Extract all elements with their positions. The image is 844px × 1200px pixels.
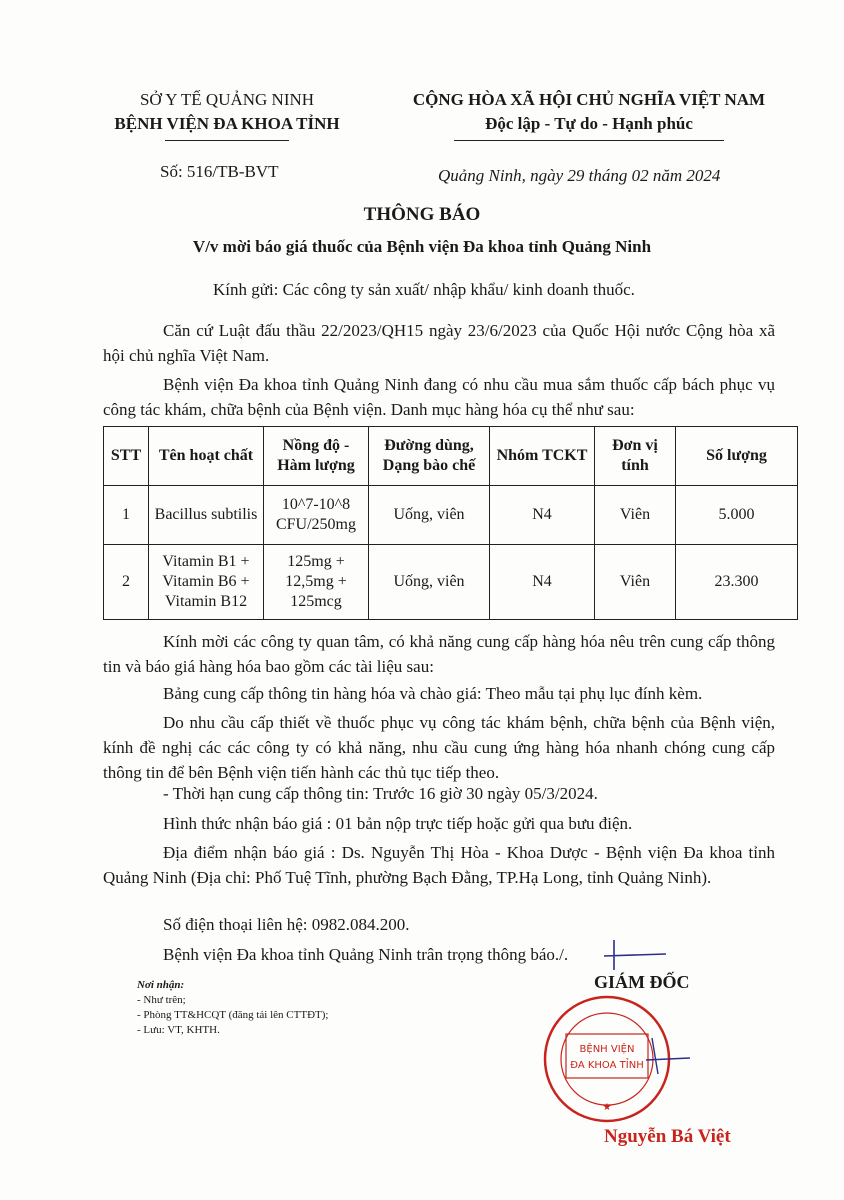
signer-title: GIÁM ĐỐC bbox=[594, 972, 690, 992]
paragraph-invitation bbox=[103, 629, 775, 679]
document-date: Quảng Ninh, ngày 29 tháng 02 năm 2024 bbox=[438, 166, 721, 185]
seal-star: ★ bbox=[602, 1102, 612, 1113]
paragraph-deadline bbox=[103, 781, 775, 806]
col-header-group: Nhóm TCKT bbox=[490, 427, 595, 486]
paragraph-urgency bbox=[103, 710, 775, 785]
col-header-quantity: Số lượng bbox=[676, 427, 798, 486]
national-heading bbox=[370, 88, 808, 141]
paragraph-location bbox=[103, 840, 775, 890]
paragraph-text: Bệnh viện Đa khoa tỉnh Quảng Ninh trân trọng thông báo./. bbox=[163, 945, 569, 964]
seal-text-line2: ĐA KHOA TỈNH bbox=[570, 1060, 644, 1071]
cell-group: N4 bbox=[490, 545, 595, 620]
signature-mark-icon bbox=[644, 1030, 694, 1080]
issuer-block bbox=[92, 88, 362, 141]
paragraph-text: - Thời hạn cung cấp thông tin: Trước 16 giờ 30 ngày 05/3/2024. bbox=[163, 784, 598, 803]
cell-quantity: 23.300 bbox=[676, 545, 798, 620]
salutation: Kính gửi: Các công ty sản xuất/ nhập khẩu/ kinh doanh thuốc. bbox=[213, 280, 635, 299]
paragraph-need bbox=[103, 372, 775, 422]
cell-unit: Viên bbox=[595, 545, 676, 620]
cell-stt: 2 bbox=[104, 545, 149, 620]
seal-text-line1: BỆNH VIỆN bbox=[579, 1044, 635, 1055]
paragraph-text: Do nhu cầu cấp thiết về thuốc phục vụ công tác khám bệnh, chữa bệnh của Bệnh viện, kính đề nghị các các công ty có khả năng, nhu cầu cung ứng hàng hóa nhanh chóng cung cấp thông tin để bên Bệnh viện tiến hành các thủ tục tiếp theo. bbox=[103, 713, 775, 782]
hospital-name: BỆNH VIỆN ĐA KHOA TỈNH bbox=[114, 114, 340, 133]
table-row bbox=[104, 486, 798, 545]
cell-route: Uống, viên bbox=[369, 545, 490, 620]
cell-unit: Viên bbox=[595, 486, 676, 545]
paragraph-legal-basis bbox=[103, 318, 775, 368]
col-header-unit: Đơn vị tính bbox=[595, 427, 676, 486]
cell-route: Uống, viên bbox=[369, 486, 490, 545]
cell-concentration: 125mg + 12,5mg + 125mcg bbox=[264, 545, 369, 620]
cell-ingredient: Bacillus subtilis bbox=[149, 486, 264, 545]
recipients-block bbox=[137, 978, 328, 1038]
document-title: THÔNG BÁO bbox=[363, 204, 481, 225]
paragraph-text: Kính mời các công ty quan tâm, có khả năng cung cấp hàng hóa nêu trên cung cấp thông tin và báo giá hàng hóa bao gồm các tài liệu sau: bbox=[103, 632, 775, 676]
cell-group: N4 bbox=[490, 486, 595, 545]
col-header-concentration: Nồng độ - Hàm lượng bbox=[264, 427, 369, 486]
recipient-item: - Lưu: VT, KHTH. bbox=[137, 1024, 220, 1036]
document-number: Số: 516/TB-BVT bbox=[160, 162, 279, 181]
paragraph-text: Bảng cung cấp thông tin hàng hóa và chào giá: Theo mẫu tại phụ lục đính kèm. bbox=[163, 684, 703, 703]
table-row bbox=[104, 545, 798, 620]
cell-stt: 1 bbox=[104, 486, 149, 545]
col-header-ingredient: Tên hoạt chất bbox=[149, 427, 264, 486]
paragraph-phone bbox=[103, 912, 775, 937]
recipient-item: - Như trên; bbox=[137, 994, 186, 1006]
col-header-route: Đường dùng, Dạng bào chế bbox=[369, 427, 490, 486]
col-header-stt: STT bbox=[104, 427, 149, 486]
recipient-item: - Phòng TT&HCQT (đăng tải lên CTTĐT); bbox=[137, 1009, 329, 1021]
cell-ingredient: Vitamin B1 + Vitamin B6 + Vitamin B12 bbox=[149, 545, 264, 620]
paragraph-method bbox=[103, 811, 775, 836]
signer-name: Nguyễn Bá Việt bbox=[604, 1126, 731, 1147]
paragraph-closing bbox=[103, 942, 775, 967]
table-header-row bbox=[104, 427, 798, 486]
motto-underline bbox=[454, 140, 724, 141]
paragraph-form bbox=[103, 681, 775, 706]
paragraph-text: Bệnh viện Đa khoa tỉnh Quảng Ninh đang có nhu cầu mua sắm thuốc cấp bách phục vụ công tác khám, chữa bệnh của Bệnh viện. Danh mục hàng hóa cụ thể như sau: bbox=[103, 375, 775, 419]
document-subject: V/v mời báo giá thuốc của Bệnh viện Đa khoa tỉnh Quảng Ninh bbox=[192, 237, 652, 256]
nation-name: CỘNG HÒA XÃ HỘI CHỦ NGHĨA VIỆT NAM bbox=[412, 90, 766, 109]
initial-mark-icon bbox=[600, 936, 670, 976]
paragraph-text: Số điện thoại liên hệ: 0982.084.200. bbox=[163, 915, 410, 934]
motto: Độc lập - Tự do - Hạnh phúc bbox=[485, 114, 693, 133]
recipients-heading: Nơi nhận: bbox=[137, 979, 185, 991]
drug-list-table bbox=[103, 426, 798, 620]
issuer-underline bbox=[165, 140, 289, 141]
paragraph-text: Hình thức nhận báo giá : 01 bản nộp trực tiếp hoặc gửi qua bưu điện. bbox=[163, 814, 633, 833]
cell-concentration: 10^7-10^8 CFU/250mg bbox=[264, 486, 369, 545]
paragraph-text: Địa điểm nhận báo giá : Ds. Nguyễn Thị Hòa - Khoa Dược - Bệnh viện Đa khoa tỉnh Quảng Ninh (Địa chỉ: Phố Tuệ Tĩnh, phường Bạch Đằng, TP.Hạ Long, tỉnh Quảng Ninh). bbox=[103, 843, 775, 887]
cell-quantity: 5.000 bbox=[676, 486, 798, 545]
agency-name: SỞ Y TẾ QUẢNG NINH bbox=[139, 90, 315, 109]
paragraph-text: Căn cứ Luật đấu thầu 22/2023/QH15 ngày 23/6/2023 của Quốc Hội nước Cộng hòa xã hội chủ nghĩa Việt Nam. bbox=[103, 321, 775, 365]
